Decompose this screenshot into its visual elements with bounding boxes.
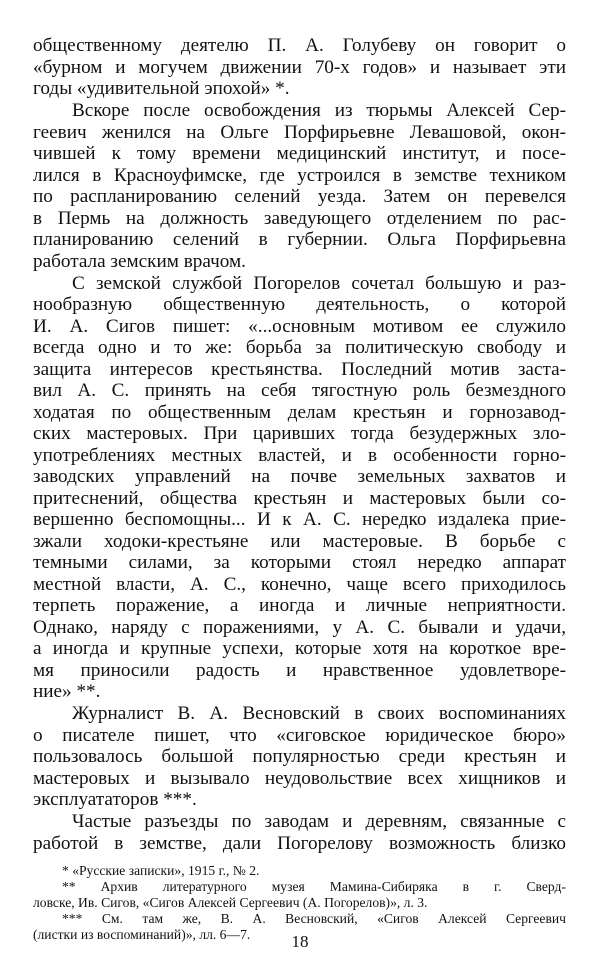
footnote-line: *** См. там же, В. А. Весновский, «Сигов Алексей Сергеевич (62, 910, 566, 926)
footnote-line: ** Архив литературного музея Мамина-Сибиряка в г. Сверд- (62, 878, 566, 894)
text-line: общественному деятелю П. А. Голубеву он говорит о (33, 35, 566, 56)
text-line: мастеровых и вызывало неудовольствие всех хищников и (33, 767, 566, 789)
text-line: местной власти, А. С., конечно, чаще всего приходилось (33, 573, 566, 595)
text-line: по распланированию селений уезда. Затем он перевелся (33, 186, 566, 207)
text-line: работой в земстве, дали Погорелову возможность близко (33, 832, 566, 854)
text-line: нообразную общественную деятельность, о которой (33, 294, 566, 315)
text-line: притеснений, общества крестьян и мастеровых были со- (33, 487, 566, 509)
text-line: защита интересов крестьянства. Последний мотив заста- (33, 358, 566, 380)
text-line: планированию селений в губернии. Ольга Порфирьевна (33, 229, 566, 250)
text-line: чившей к тому времени медицинский институт, и посе- (33, 143, 566, 164)
text-line: всегда одно и то же: борьба за политическую свободу и (33, 337, 566, 358)
text-line: Вскоре после освобождения из тюрьмы Алексей Сер- (72, 100, 566, 121)
text-line: ских мастеровых. При царивших тогда безудержных зло- (33, 423, 566, 444)
text-line: терпеть поражение, а иногда и личные неприятности. (33, 595, 566, 616)
text-line: вил А. С. принять на себя тягостную роль безмездного (33, 380, 566, 401)
page-number: 18 (291, 932, 309, 951)
text-line: годы «удивительной эпохой» *. (33, 78, 290, 99)
text-line: вершенно беспомощны... И к А. С. нередко издалека прие- (33, 509, 566, 530)
footnote-line: * «Русские записки», 1915 г., № 2. (62, 862, 260, 878)
text-line: С земской службой Погорелов сочетал большую и раз- (72, 272, 566, 294)
text-line: в Пермь на должность заведующего отделением по рас- (33, 207, 566, 229)
footnote-line: ловске, Ив. Сигов, «Сигов Алексей Сергеевич (А. Погорелов)», л. 3. (33, 894, 428, 910)
text-line: а иногда и крупные успехи, которые хотя на короткое вре- (33, 638, 566, 659)
text-line: Журналист В. А. Весновский в своих воспоминаниях (72, 703, 566, 724)
text-line: ходатая по общественным делам крестьян и горнозавод- (33, 401, 566, 423)
text-line: Частые разъезды по заводам и деревням, связанные с (72, 811, 566, 832)
text-line: темными силами, за которыми стоял нередко аппарат (33, 552, 566, 573)
text-line: эксплуататоров ***. (33, 789, 197, 810)
text-line: И. А. Сигов пишет: «...основным мотивом ее служило (33, 315, 566, 337)
text-line: ние» **. (33, 681, 101, 702)
text-line: лился в Красноуфимске, где устроился в земстве техником (33, 164, 566, 186)
text-line: пользовалось большой популярностью среди крестьян и (33, 746, 566, 767)
text-line: о писателе пишет, что «сиговское юридическое бюро» (33, 724, 566, 746)
text-line: работала земским врачом. (33, 250, 246, 272)
text-line: геевич женился на Ольге Порфирьевне Левашовой, окон- (33, 121, 566, 143)
text-line: зжали ходоки-крестьяне или мастеровые. В борьбе с (33, 530, 566, 552)
text-line: заводских управлений на почве земельных захватов и (33, 466, 566, 487)
text-line: употреблениях местных властей, и в особенности горно- (33, 444, 566, 466)
footnote-line: (листки из воспоминаний)», лл. 6—7. (33, 926, 251, 942)
text-line: «бурном и могучем движении 70-х годов» и называет эти (33, 56, 566, 78)
text-line: Однако, наряду с поражениями, у А. С. бывали и удачи, (33, 616, 566, 638)
text-line: мя приносили радость и нравственное удовлетворе- (33, 659, 566, 681)
